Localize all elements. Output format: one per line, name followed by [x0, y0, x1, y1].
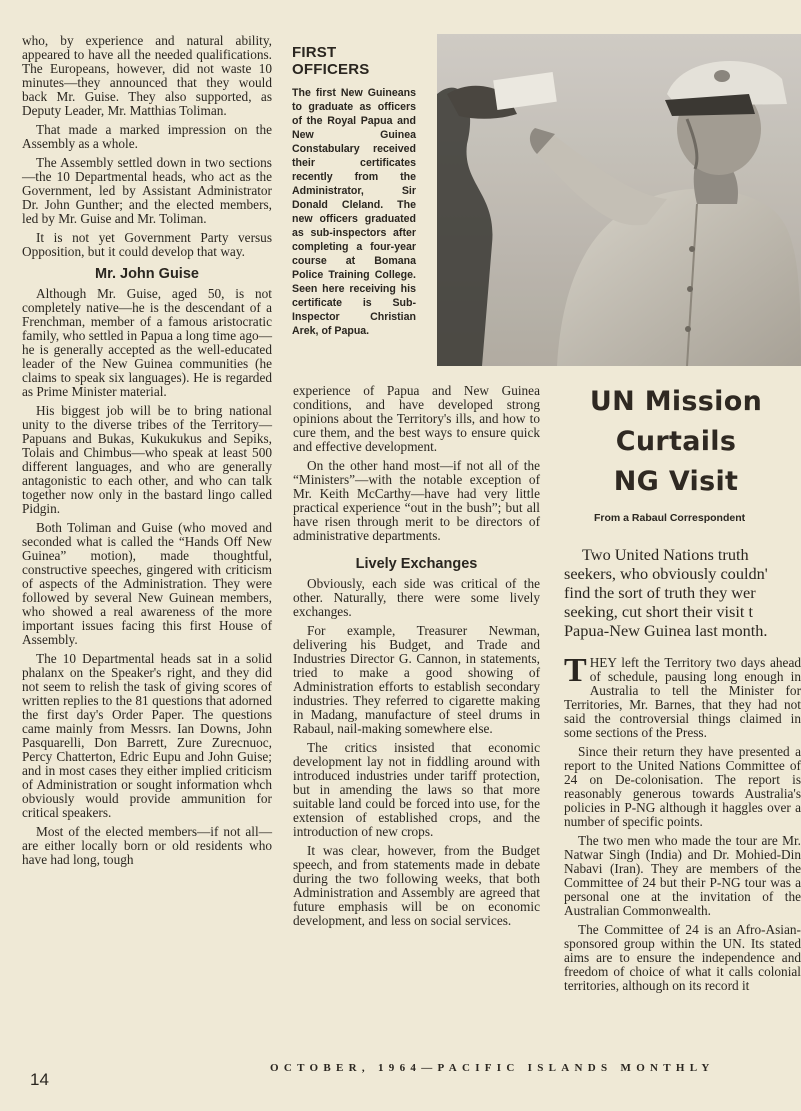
headline — [566, 382, 786, 502]
paragraph: The Committee of 24 is an Afro-Asian-sponsored group within the UN. Its stated aims are to ensure the independence and freedom of choice of what it calls colonial territories, although on its record it — [564, 922, 801, 993]
byline: From a Rabaul Correspondent — [594, 512, 746, 524]
paragraph: On the other hand most—if not all of the “Ministers”—with the notable exception of Mr. Keith McCarthy—have had very little practical experience “out in the bush”; but all have risen through merit to be directors of administrative departments. — [293, 458, 540, 543]
paragraph: It is not yet Government Party versus Opposition, but it could develop that way. — [22, 230, 272, 259]
article-column-3 — [564, 545, 801, 998]
paragraph: The Assembly settled down in two sections—the 10 Departmental heads, who act as the Government, led by Assistant Administrator Dr. John Gunther; and the elected members, led by Mr. Guise and Mr. Toliman. — [22, 155, 272, 226]
officer-photo — [437, 34, 801, 366]
intro-line: Two United Nations truth — [582, 545, 749, 564]
paragraph: experience of Papua and New Guinea conditions, and have developed strong opinions about the Territory's ills, and how to cure them, and the best ways to ensure quick and effective development. — [293, 383, 540, 454]
photo-image — [437, 34, 801, 366]
paragraph — [564, 652, 801, 740]
headline-line: NG Visit — [613, 466, 739, 497]
photo-caption — [292, 44, 416, 338]
intro-line: find the sort of truth they wer — [564, 583, 756, 602]
paragraph: The 10 Departmental heads sat in a solid phalanx on the Speaker's right, and they did not seem to relish the task of giving scores of written replies to the 81 questions that adorned the first day's Order Paper. The questions came mainly from Messrs. Ian Downs, John Pasquarelli, Don Barrett, Zure Zurecnuoc, Percy Chatterton, Edric Eupu and John Guise; and in most cases they either implied criticism of Administration or sought information whch obviously would provide ammunition for critical speakers. — [22, 651, 272, 820]
subheading: Lively Exchanges — [355, 556, 478, 572]
intro-line: Papua-New Guinea last month. — [564, 621, 768, 640]
headline-line: UN Mission — [589, 386, 763, 417]
headline-line: Curtails — [615, 426, 737, 457]
paragraph: who, by experience and natural ability, appeared to have all the needed qualifications. The Europeans, however, did not waste 10 minutes—they announced that they would back Mr. Guise. They also supported, as Deputy Leader, Mr. Matthias Toliman. — [22, 33, 272, 118]
paragraph: Although Mr. Guise, aged 50, is not completely native—he is the descendant of a Frenchman, member of a famous aristocratic family, who settled in Papua a long time ago—he is generally accepted as the well-educated leader of the New Guinea communities (he claims to speak six languages). He is regarded as Prime Minister material. — [22, 286, 272, 399]
subheading: Mr. John Guise — [95, 266, 199, 282]
paragraph: The critics insisted that economic development lay not in fiddling around with introduced industries under tariff protection, but in amending the laws so that more suitable land could be forced into use, for the extension of established crops, and the introduction of new crops. — [293, 740, 540, 839]
paragraph: The two men who made the tour are Mr. Natwar Singh (India) and Dr. Mohied-Din Nabavi (Iran). They are members of the Committee of 24 but their P-NG tour was a personal one at the invitation of the Australian Commonwealth. — [564, 833, 801, 918]
running-footer: OCTOBER, 1964—PACIFIC ISLANDS MONTHLY — [270, 1062, 715, 1074]
paragraph: Both Toliman and Guise (who moved and seconded what is called the “Hands Off New Guinea” motion), made thoughtful, constructive speeches, gingered with criticism of aspects of the Administration. They were followed by several New Guinean members, who showed a real awareness of the more important issues facing this first House of Assembly. — [22, 520, 272, 647]
paragraph: That made a marked impression on the Assembly as a whole. — [22, 122, 272, 151]
caption-text: The first New Guineans to graduate as officers of the Royal Papua and New Guinea Constabulary received their certificates recently from the Administrator, Sir Donald Cleland. The new officers graduated as sub-inspectors after completing a four-year course at Bomana Police Training College. Seen here receiving his certificate is Sub-Inspector Christian Arek, of Papua. — [292, 87, 416, 337]
paragraph-text: HEY left the Territory two days ahead of schedule, pausing long enough in Australia to tell the Minister for Territories, Mr. Barnes, that they had not said the controversial things claimed in some sections of the Press. — [564, 655, 801, 740]
article-column-2 — [293, 384, 540, 933]
caption-title: FIRST OFFICERS — [292, 44, 370, 78]
paragraph: Obviously, each side was critical of the other. Naturally, there were some lively exchanges. — [293, 576, 540, 619]
page-number: 14 — [30, 1070, 49, 1089]
intro-line: seeking, cut short their visit t — [564, 602, 754, 621]
paragraph: Most of the elected members—if not all—are either locally born or old residents who have had long, tough — [22, 824, 272, 867]
paragraph: For example, Treasurer Newman, delivering his Budget, and Trade and Industries Director G. Cannon, in statements, tried to make a good showing of Administration efforts to establish secondary industries. They referred to cigarette making in Madang, manufacture of steel drums in Rabaul, nail-making somewhere else. — [293, 623, 540, 736]
paragraph: His biggest job will be to bring national unity to the diverse tribes of the Territory—Papuans and Bukas, Kukukukus and Sepiks, Tolais and Chimbus—who speak at least 500 different languages, and who are generally antagonistic to each other, and who can talk together now only in the bastard lingo called Pidgin. — [22, 403, 272, 516]
paragraph: Since their return they have presented a report to the United Nations Committee of 24 on De-colonisation. The report is reasonably generous towards Australia's policies in P-NG although it haggles over a number of specific points. — [564, 744, 801, 829]
intro-line: seekers, who obviously couldn' — [564, 564, 768, 583]
intro-paragraph — [564, 545, 801, 640]
article-column-1 — [22, 34, 272, 872]
paragraph: It was clear, however, from the Budget speech, and from statements made in debate during the two following weeks, that both Administration and Assembly are agreed that future emphasis will be on economic development, and less on social services. — [293, 843, 540, 928]
drop-cap: T — [564, 652, 587, 689]
